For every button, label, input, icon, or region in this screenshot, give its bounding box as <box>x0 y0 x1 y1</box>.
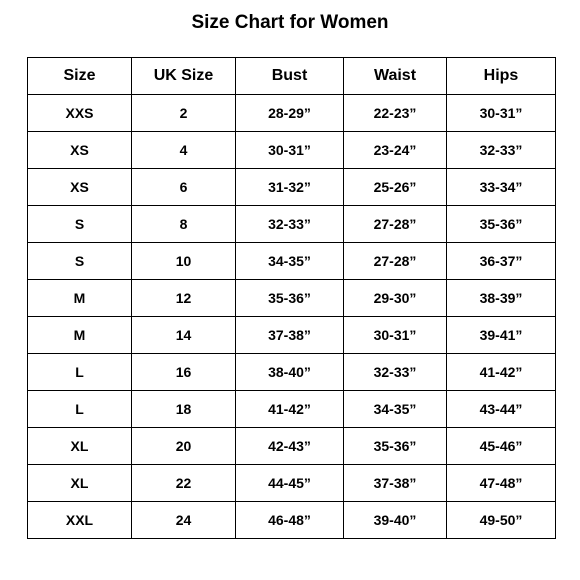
cell-bust: 30-31” <box>236 132 344 169</box>
cell-size: XS <box>28 169 132 206</box>
header-hips: Hips <box>447 58 556 95</box>
cell-waist: 32-33” <box>344 354 447 391</box>
cell-hips: 30-31” <box>447 95 556 132</box>
size-chart-table <box>27 57 556 539</box>
table-row <box>28 391 556 428</box>
cell-bust: 31-32” <box>236 169 344 206</box>
cell-size: XS <box>28 132 132 169</box>
cell-size: M <box>28 280 132 317</box>
cell-bust: 42-43” <box>236 428 344 465</box>
cell-bust: 37-38” <box>236 317 344 354</box>
cell-waist: 35-36” <box>344 428 447 465</box>
table-header-row <box>28 58 556 95</box>
cell-uk-size: 20 <box>132 428 236 465</box>
cell-waist: 27-28” <box>344 243 447 280</box>
cell-size: XL <box>28 428 132 465</box>
cell-waist: 23-24” <box>344 132 447 169</box>
table-row <box>28 280 556 317</box>
table-row <box>28 206 556 243</box>
cell-size: L <box>28 354 132 391</box>
cell-uk-size: 10 <box>132 243 236 280</box>
cell-size: S <box>28 206 132 243</box>
cell-uk-size: 24 <box>132 502 236 539</box>
cell-bust: 32-33” <box>236 206 344 243</box>
cell-bust: 28-29” <box>236 95 344 132</box>
cell-bust: 41-42” <box>236 391 344 428</box>
cell-hips: 35-36” <box>447 206 556 243</box>
cell-hips: 45-46” <box>447 428 556 465</box>
cell-hips: 39-41” <box>447 317 556 354</box>
table-row <box>28 243 556 280</box>
table-row <box>28 132 556 169</box>
cell-uk-size: 12 <box>132 280 236 317</box>
table-row <box>28 502 556 539</box>
cell-uk-size: 14 <box>132 317 236 354</box>
cell-hips: 41-42” <box>447 354 556 391</box>
table-row <box>28 95 556 132</box>
cell-size: XL <box>28 465 132 502</box>
cell-uk-size: 16 <box>132 354 236 391</box>
cell-size: XXS <box>28 95 132 132</box>
header-waist: Waist <box>344 58 447 95</box>
table-row <box>28 354 556 391</box>
table-row <box>28 317 556 354</box>
cell-uk-size: 2 <box>132 95 236 132</box>
cell-size: XXL <box>28 502 132 539</box>
cell-uk-size: 18 <box>132 391 236 428</box>
cell-bust: 44-45” <box>236 465 344 502</box>
cell-waist: 34-35” <box>344 391 447 428</box>
cell-hips: 38-39” <box>447 280 556 317</box>
cell-hips: 36-37” <box>447 243 556 280</box>
cell-bust: 46-48” <box>236 502 344 539</box>
header-size: Size <box>28 58 132 95</box>
cell-hips: 32-33” <box>447 132 556 169</box>
table-row <box>28 428 556 465</box>
header-uk-size: UK Size <box>132 58 236 95</box>
cell-waist: 22-23” <box>344 95 447 132</box>
cell-waist: 37-38” <box>344 465 447 502</box>
cell-size: M <box>28 317 132 354</box>
table-row <box>28 465 556 502</box>
cell-uk-size: 8 <box>132 206 236 243</box>
cell-size: L <box>28 391 132 428</box>
cell-size: S <box>28 243 132 280</box>
table-row <box>28 169 556 206</box>
cell-hips: 49-50” <box>447 502 556 539</box>
cell-waist: 27-28” <box>344 206 447 243</box>
cell-hips: 43-44” <box>447 391 556 428</box>
cell-uk-size: 22 <box>132 465 236 502</box>
cell-waist: 25-26” <box>344 169 447 206</box>
cell-waist: 29-30” <box>344 280 447 317</box>
cell-hips: 47-48” <box>447 465 556 502</box>
table-body <box>28 95 556 539</box>
cell-waist: 30-31” <box>344 317 447 354</box>
cell-uk-size: 6 <box>132 169 236 206</box>
cell-bust: 35-36” <box>236 280 344 317</box>
page-title: Size Chart for Women <box>191 12 389 33</box>
cell-hips: 33-34” <box>447 169 556 206</box>
header-bust: Bust <box>236 58 344 95</box>
cell-bust: 38-40” <box>236 354 344 391</box>
cell-uk-size: 4 <box>132 132 236 169</box>
cell-bust: 34-35” <box>236 243 344 280</box>
cell-waist: 39-40” <box>344 502 447 539</box>
